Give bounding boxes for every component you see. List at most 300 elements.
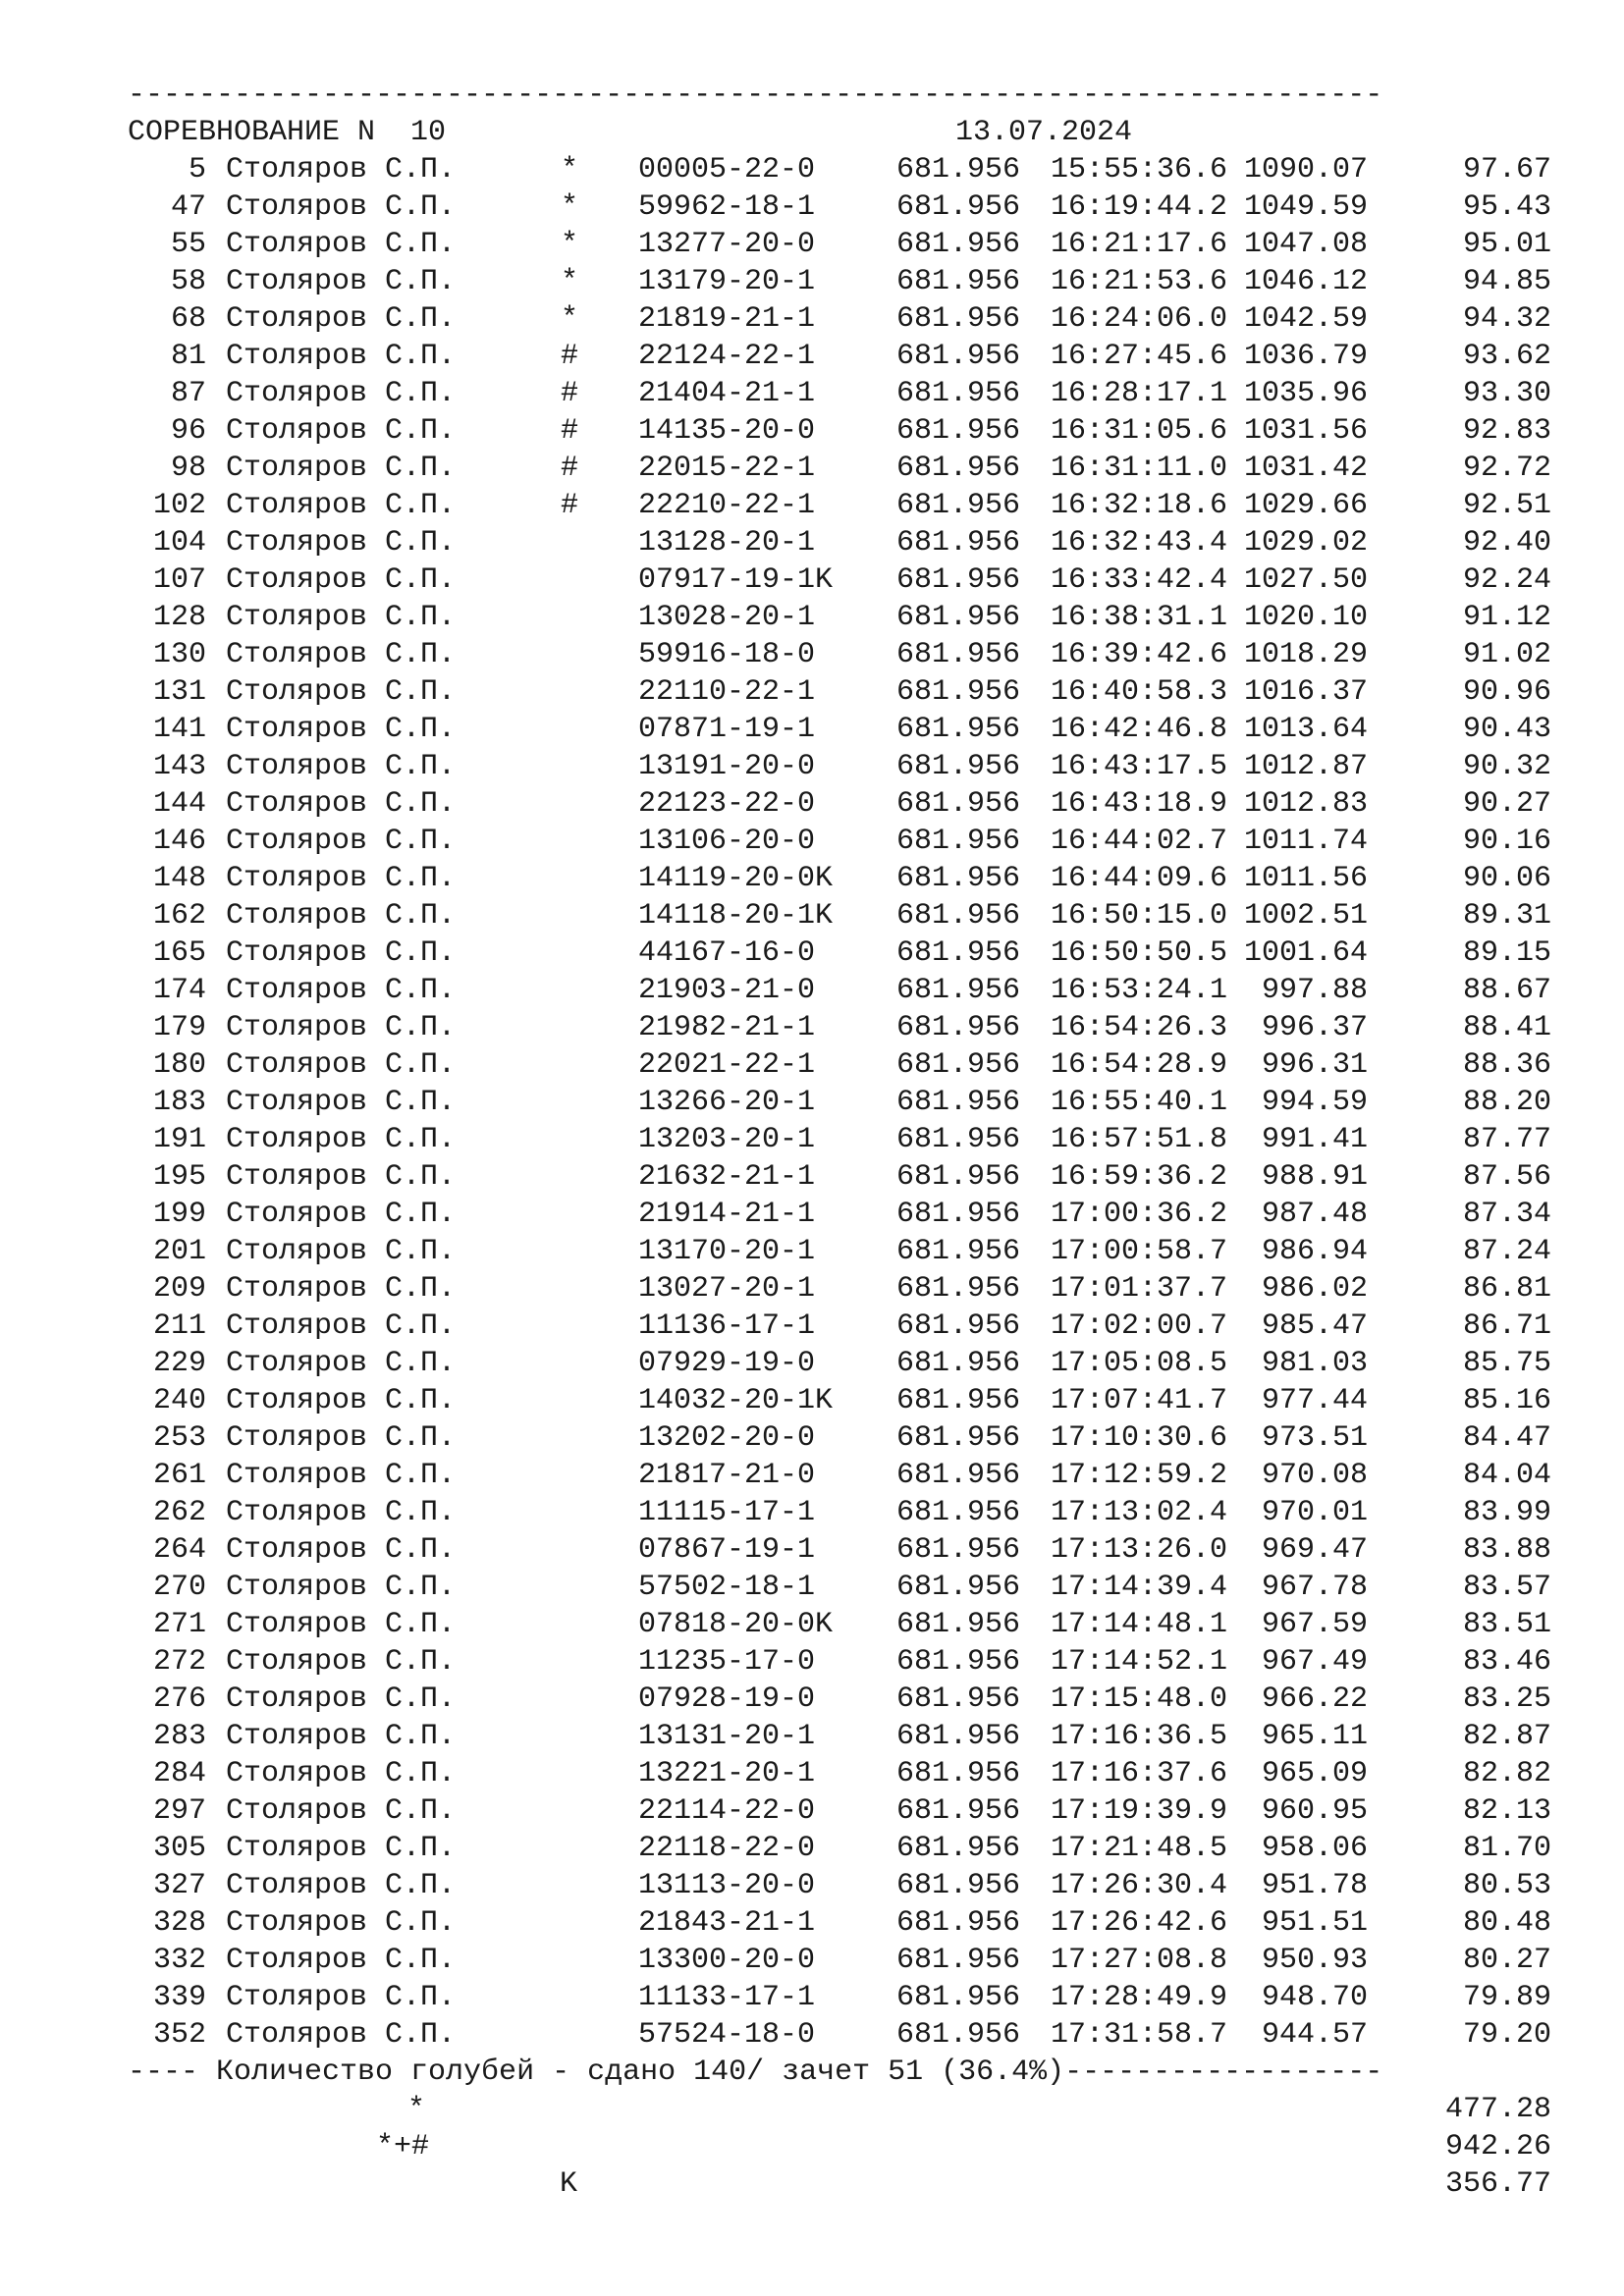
result-row (128, 1979, 1551, 2016)
place-number: 165 (152, 936, 206, 970)
ring-number: 21819-21-1 (638, 302, 816, 336)
fancier-name: Столяров С.П. (226, 974, 457, 1007)
distance: 681.956 (896, 2018, 1021, 2052)
ring-number: 07818-20-0K (638, 1608, 834, 1641)
arrival-time: 16:43:17.5 (1051, 750, 1228, 783)
result-row (128, 188, 1551, 226)
summary-row (128, 2165, 1551, 2203)
speed: 1011.74 (1243, 825, 1368, 858)
ring-number: 21817-21-0 (638, 1459, 816, 1492)
place-number: 107 (152, 563, 206, 597)
arrival-time: 17:26:30.4 (1051, 1869, 1228, 1902)
ring-number: 22021-22-1 (638, 1048, 816, 1082)
speed: 1042.59 (1243, 302, 1368, 336)
fancier-name: Столяров С.П. (226, 489, 457, 522)
place-number: 264 (152, 1533, 206, 1567)
ring-number: 21404-21-1 (638, 377, 816, 410)
arrival-time: 17:14:48.1 (1051, 1608, 1228, 1641)
speed: 977.44 (1261, 1384, 1368, 1417)
speed: 1002.51 (1243, 899, 1368, 933)
result-row (128, 1681, 1551, 1718)
points: 89.31 (1462, 899, 1551, 933)
distance: 681.956 (896, 1086, 1021, 1119)
place-number: 130 (152, 638, 206, 671)
points: 79.89 (1462, 1981, 1551, 2014)
result-row (128, 823, 1551, 860)
speed: 1031.56 (1243, 414, 1368, 448)
result-row (128, 1643, 1551, 1681)
place-number: 102 (152, 489, 206, 522)
ring-number: 13266-20-1 (638, 1086, 816, 1119)
points: 83.46 (1462, 1645, 1551, 1679)
fancier-name: Столяров С.П. (226, 1906, 457, 1940)
result-row (128, 524, 1551, 561)
distance: 681.956 (896, 1272, 1021, 1306)
distance: 681.956 (896, 489, 1021, 522)
place-number: 55 (170, 228, 206, 261)
distance: 681.956 (896, 862, 1021, 895)
distance: 681.956 (896, 638, 1021, 671)
speed: 1016.37 (1243, 675, 1368, 709)
arrival-time: 17:13:26.0 (1051, 1533, 1228, 1567)
distance: 681.956 (896, 1571, 1021, 1604)
ring-number: 22110-22-1 (638, 675, 816, 709)
ring-number: 13202-20-0 (638, 1421, 816, 1455)
ring-number: 13131-20-1 (638, 1720, 816, 1753)
fancier-name: Столяров С.П. (226, 1384, 457, 1417)
points: 82.82 (1462, 1757, 1551, 1790)
nomination-mark: * (560, 228, 578, 261)
arrival-time: 17:12:59.2 (1051, 1459, 1228, 1492)
place-number: 146 (152, 825, 206, 858)
result-row (128, 785, 1551, 823)
distance: 681.956 (896, 1981, 1021, 2014)
ring-number: 13221-20-1 (638, 1757, 816, 1790)
place-number: 201 (152, 1235, 206, 1268)
result-row (128, 711, 1551, 748)
place-number: 209 (152, 1272, 206, 1306)
distance: 681.956 (896, 750, 1021, 783)
fancier-name: Столяров С.П. (226, 377, 457, 410)
distance: 681.956 (896, 713, 1021, 746)
arrival-time: 16:40:58.3 (1051, 675, 1228, 709)
result-row (128, 1531, 1551, 1569)
points: 82.87 (1462, 1720, 1551, 1753)
result-row (128, 860, 1551, 897)
fancier-name: Столяров С.П. (226, 750, 457, 783)
place-number: 148 (152, 862, 206, 895)
nomination-mark: * (560, 190, 578, 224)
ring-number: 11136-17-1 (638, 1309, 816, 1343)
fancier-name: Столяров С.П. (226, 1757, 457, 1790)
arrival-time: 17:14:52.1 (1051, 1645, 1228, 1679)
results-table (128, 151, 1551, 2054)
fancier-name: Столяров С.П. (226, 1981, 457, 2014)
place-number: 162 (152, 899, 206, 933)
speed: 966.22 (1261, 1682, 1368, 1716)
place-number: 191 (152, 1123, 206, 1156)
fancier-name: Столяров С.П. (226, 713, 457, 746)
points: 86.81 (1462, 1272, 1551, 1306)
place-number: 240 (152, 1384, 206, 1417)
nomination-mark: # (560, 489, 578, 522)
arrival-time: 16:21:53.6 (1051, 265, 1228, 298)
fancier-name: Столяров С.П. (226, 825, 457, 858)
points: 95.01 (1462, 228, 1551, 261)
distance: 681.956 (896, 414, 1021, 448)
result-row (128, 375, 1551, 412)
points: 80.48 (1462, 1906, 1551, 1940)
fancier-name: Столяров С.П. (226, 1608, 457, 1641)
ring-number: 13128-20-1 (638, 526, 816, 560)
points: 88.20 (1462, 1086, 1551, 1119)
speed: 986.94 (1261, 1235, 1368, 1268)
fancier-name: Столяров С.П. (226, 1869, 457, 1902)
speed: 967.59 (1261, 1608, 1368, 1641)
ring-number: 22124-22-1 (638, 340, 816, 373)
points: 88.41 (1462, 1011, 1551, 1044)
arrival-time: 16:44:09.6 (1051, 862, 1228, 895)
distance: 681.956 (896, 1309, 1021, 1343)
speed: 1027.50 (1243, 563, 1368, 597)
result-row (128, 1046, 1551, 1084)
place-number: 262 (152, 1496, 206, 1529)
place-number: 180 (152, 1048, 206, 1082)
points: 83.99 (1462, 1496, 1551, 1529)
report-header (128, 114, 1551, 151)
points: 83.51 (1462, 1608, 1551, 1641)
speed: 1018.29 (1243, 638, 1368, 671)
speed: 970.08 (1261, 1459, 1368, 1492)
speed: 960.95 (1261, 1794, 1368, 1828)
points: 92.40 (1462, 526, 1551, 560)
fancier-name: Столяров С.П. (226, 228, 457, 261)
distance: 681.956 (896, 1160, 1021, 1194)
distance: 681.956 (896, 1794, 1021, 1828)
speed: 1013.64 (1243, 713, 1368, 746)
ring-number: 07917-19-1K (638, 563, 834, 597)
speed: 1035.96 (1243, 377, 1368, 410)
points: 97.67 (1462, 153, 1551, 187)
place-number: 68 (170, 302, 206, 336)
speed: 988.91 (1261, 1160, 1368, 1194)
result-row (128, 897, 1551, 934)
speed: 1047.08 (1243, 228, 1368, 261)
distance: 681.956 (896, 1682, 1021, 1716)
arrival-time: 17:13:02.4 (1051, 1496, 1228, 1529)
place-number: 327 (152, 1869, 206, 1902)
race-report (128, 77, 1551, 2203)
points: 87.34 (1462, 1198, 1551, 1231)
arrival-time: 16:38:31.1 (1051, 601, 1228, 634)
summary-label: * (407, 2093, 426, 2126)
result-row (128, 934, 1551, 972)
speed: 967.78 (1261, 1571, 1368, 1604)
points: 88.67 (1462, 974, 1551, 1007)
points: 83.57 (1462, 1571, 1551, 1604)
speed: 1029.66 (1243, 489, 1368, 522)
speed: 1029.02 (1243, 526, 1368, 560)
fancier-name: Столяров С.П. (226, 414, 457, 448)
distance: 681.956 (896, 1496, 1021, 1529)
arrival-time: 17:05:08.5 (1051, 1347, 1228, 1380)
distance: 681.956 (896, 1011, 1021, 1044)
result-row (128, 263, 1551, 300)
result-row (128, 1009, 1551, 1046)
place-number: 47 (170, 190, 206, 224)
place-number: 305 (152, 1832, 206, 1865)
ring-number: 21914-21-1 (638, 1198, 816, 1231)
result-row (128, 412, 1551, 450)
distance: 681.956 (896, 899, 1021, 933)
ring-number: 21843-21-1 (638, 1906, 816, 1940)
arrival-time: 16:53:24.1 (1051, 974, 1228, 1007)
fancier-name: Столяров С.П. (226, 1048, 457, 1082)
ring-number: 07928-19-0 (638, 1682, 816, 1716)
distance: 681.956 (896, 1384, 1021, 1417)
arrival-time: 16:57:51.8 (1051, 1123, 1228, 1156)
arrival-time: 17:16:37.6 (1051, 1757, 1228, 1790)
points: 81.70 (1462, 1832, 1551, 1865)
result-row (128, 599, 1551, 636)
fancier-name: Столяров С.П. (226, 675, 457, 709)
arrival-time: 15:55:36.6 (1051, 153, 1228, 187)
result-row (128, 1792, 1551, 1830)
speed: 1090.07 (1243, 153, 1368, 187)
fancier-name: Столяров С.П. (226, 452, 457, 485)
place-number: 143 (152, 750, 206, 783)
result-row (128, 1382, 1551, 1419)
arrival-time: 16:24:06.0 (1051, 302, 1228, 336)
distance: 681.956 (896, 228, 1021, 261)
summary-row (128, 2128, 1551, 2165)
speed: 1001.64 (1243, 936, 1368, 970)
fancier-name: Столяров С.П. (226, 1459, 457, 1492)
arrival-time: 16:21:17.6 (1051, 228, 1228, 261)
distance: 681.956 (896, 1906, 1021, 1940)
distance: 681.956 (896, 825, 1021, 858)
distance: 681.956 (896, 302, 1021, 336)
result-row (128, 2016, 1551, 2054)
result-row (128, 1196, 1551, 1233)
speed: 987.48 (1261, 1198, 1368, 1231)
ring-number: 13277-20-0 (638, 228, 816, 261)
place-number: 141 (152, 713, 206, 746)
ring-number: 11235-17-0 (638, 1645, 816, 1679)
result-row (128, 1270, 1551, 1308)
distance: 681.956 (896, 526, 1021, 560)
result-row (128, 972, 1551, 1009)
ring-number: 00005-22-0 (638, 153, 816, 187)
ring-number: 22123-22-0 (638, 787, 816, 821)
summary-label: *+# (376, 2130, 430, 2163)
points: 84.47 (1462, 1421, 1551, 1455)
fancier-name: Столяров С.П. (226, 340, 457, 373)
speed: 1031.42 (1243, 452, 1368, 485)
result-row (128, 1121, 1551, 1158)
ring-number: 07929-19-0 (638, 1347, 816, 1380)
arrival-time: 16:50:15.0 (1051, 899, 1228, 933)
result-row (128, 673, 1551, 711)
top-separator: ----------------------------------------------------------------------- (128, 79, 1383, 112)
place-number: 332 (152, 1944, 206, 1977)
arrival-time: 16:44:02.7 (1051, 825, 1228, 858)
fancier-name: Столяров С.П. (226, 1160, 457, 1194)
result-row (128, 300, 1551, 338)
ring-number: 11115-17-1 (638, 1496, 816, 1529)
ring-number: 14135-20-0 (638, 414, 816, 448)
speed: 997.88 (1261, 974, 1368, 1007)
points: 92.51 (1462, 489, 1551, 522)
nomination-mark: # (560, 452, 578, 485)
result-row (128, 636, 1551, 673)
fancier-name: Столяров С.П. (226, 1496, 457, 1529)
points: 82.13 (1462, 1794, 1551, 1828)
arrival-time: 16:31:05.6 (1051, 414, 1228, 448)
points: 85.75 (1462, 1347, 1551, 1380)
place-number: 253 (152, 1421, 206, 1455)
points: 94.85 (1462, 265, 1551, 298)
speed: 985.47 (1261, 1309, 1368, 1343)
ring-number: 13170-20-1 (638, 1235, 816, 1268)
ring-number: 07871-19-1 (638, 713, 816, 746)
speed: 1011.56 (1243, 862, 1368, 895)
arrival-time: 17:01:37.7 (1051, 1272, 1228, 1306)
place-number: 195 (152, 1160, 206, 1194)
result-row (128, 1867, 1551, 1904)
points: 89.15 (1462, 936, 1551, 970)
speed: 965.11 (1261, 1720, 1368, 1753)
ring-number: 22210-22-1 (638, 489, 816, 522)
points: 83.25 (1462, 1682, 1551, 1716)
distance: 681.956 (896, 787, 1021, 821)
result-row (128, 1457, 1551, 1494)
arrival-time: 16:59:36.2 (1051, 1160, 1228, 1194)
distance: 681.956 (896, 1944, 1021, 1977)
fancier-name: Столяров С.П. (226, 1309, 457, 1343)
arrival-time: 16:54:28.9 (1051, 1048, 1228, 1082)
nomination-mark: # (560, 414, 578, 448)
speed: 958.06 (1261, 1832, 1368, 1865)
fancier-name: Столяров С.П. (226, 190, 457, 224)
fancier-name: Столяров С.П. (226, 1011, 457, 1044)
fancier-name: Столяров С.П. (226, 601, 457, 634)
speed: 1036.79 (1243, 340, 1368, 373)
result-row (128, 1233, 1551, 1270)
distance: 681.956 (896, 1048, 1021, 1082)
place-number: 179 (152, 1011, 206, 1044)
arrival-time: 16:43:18.9 (1051, 787, 1228, 821)
result-row (128, 1606, 1551, 1643)
points: 79.20 (1462, 2018, 1551, 2052)
summary-row (128, 2091, 1551, 2128)
result-row (128, 1830, 1551, 1867)
ring-number: 13179-20-1 (638, 265, 816, 298)
points: 90.06 (1462, 862, 1551, 895)
result-row (128, 1084, 1551, 1121)
ring-number: 13300-20-0 (638, 1944, 816, 1977)
nomination-mark: * (560, 153, 578, 187)
summary-value: 942.26 (1444, 2130, 1551, 2163)
ring-number: 13191-20-0 (638, 750, 816, 783)
arrival-time: 17:02:00.7 (1051, 1309, 1228, 1343)
distance: 681.956 (896, 1757, 1021, 1790)
fancier-name: Столяров С.П. (226, 638, 457, 671)
result-row (128, 1494, 1551, 1531)
ring-number: 21903-21-0 (638, 974, 816, 1007)
speed: 967.49 (1261, 1645, 1368, 1679)
speed: 1049.59 (1243, 190, 1368, 224)
arrival-time: 16:32:18.6 (1051, 489, 1228, 522)
place-number: 271 (152, 1608, 206, 1641)
distance: 681.956 (896, 265, 1021, 298)
speed: 973.51 (1261, 1421, 1368, 1455)
result-row (128, 1345, 1551, 1382)
place-number: 229 (152, 1347, 206, 1380)
points: 87.24 (1462, 1235, 1551, 1268)
points: 88.36 (1462, 1048, 1551, 1082)
ring-number: 21632-21-1 (638, 1160, 816, 1194)
place-number: 58 (170, 265, 206, 298)
distance: 681.956 (896, 1832, 1021, 1865)
speed: 944.57 (1261, 2018, 1368, 2052)
fancier-name: Столяров С.П. (226, 1123, 457, 1156)
points: 92.24 (1462, 563, 1551, 597)
summary-value: 477.28 (1444, 2093, 1551, 2126)
place-number: 297 (152, 1794, 206, 1828)
fancier-name: Столяров С.П. (226, 1421, 457, 1455)
speed: 996.31 (1261, 1048, 1368, 1082)
speed: 986.02 (1261, 1272, 1368, 1306)
arrival-time: 17:31:58.7 (1051, 2018, 1228, 2052)
result-row (128, 450, 1551, 487)
ring-number: 21982-21-1 (638, 1011, 816, 1044)
points: 80.53 (1462, 1869, 1551, 1902)
fancier-name: Столяров С.П. (226, 1645, 457, 1679)
result-row (128, 1755, 1551, 1792)
points: 92.83 (1462, 414, 1551, 448)
fancier-name: Столяров С.П. (226, 1533, 457, 1567)
speed: 1020.10 (1243, 601, 1368, 634)
fancier-name: Столяров С.П. (226, 1794, 457, 1828)
nomination-mark: * (560, 265, 578, 298)
points: 85.16 (1462, 1384, 1551, 1417)
place-number: 283 (152, 1720, 206, 1753)
fancier-name: Столяров С.П. (226, 1272, 457, 1306)
points: 91.12 (1462, 601, 1551, 634)
fancier-name: Столяров С.П. (226, 302, 457, 336)
speed: 948.70 (1261, 1981, 1368, 2014)
competition-date: 13.07.2024 (955, 116, 1133, 149)
speed: 1012.83 (1243, 787, 1368, 821)
ring-number: 59962-18-1 (638, 190, 816, 224)
result-row (128, 1942, 1551, 1979)
points: 92.72 (1462, 452, 1551, 485)
place-number: 270 (152, 1571, 206, 1604)
place-number: 261 (152, 1459, 206, 1492)
place-number: 211 (152, 1309, 206, 1343)
ring-number: 13203-20-1 (638, 1123, 816, 1156)
points: 91.02 (1462, 638, 1551, 671)
distance: 681.956 (896, 1608, 1021, 1641)
distance: 681.956 (896, 153, 1021, 187)
points: 80.27 (1462, 1944, 1551, 1977)
fancier-name: Столяров С.П. (226, 526, 457, 560)
place-number: 128 (152, 601, 206, 634)
place-number: 328 (152, 1906, 206, 1940)
fancier-name: Столяров С.П. (226, 1720, 457, 1753)
result-row (128, 1419, 1551, 1457)
